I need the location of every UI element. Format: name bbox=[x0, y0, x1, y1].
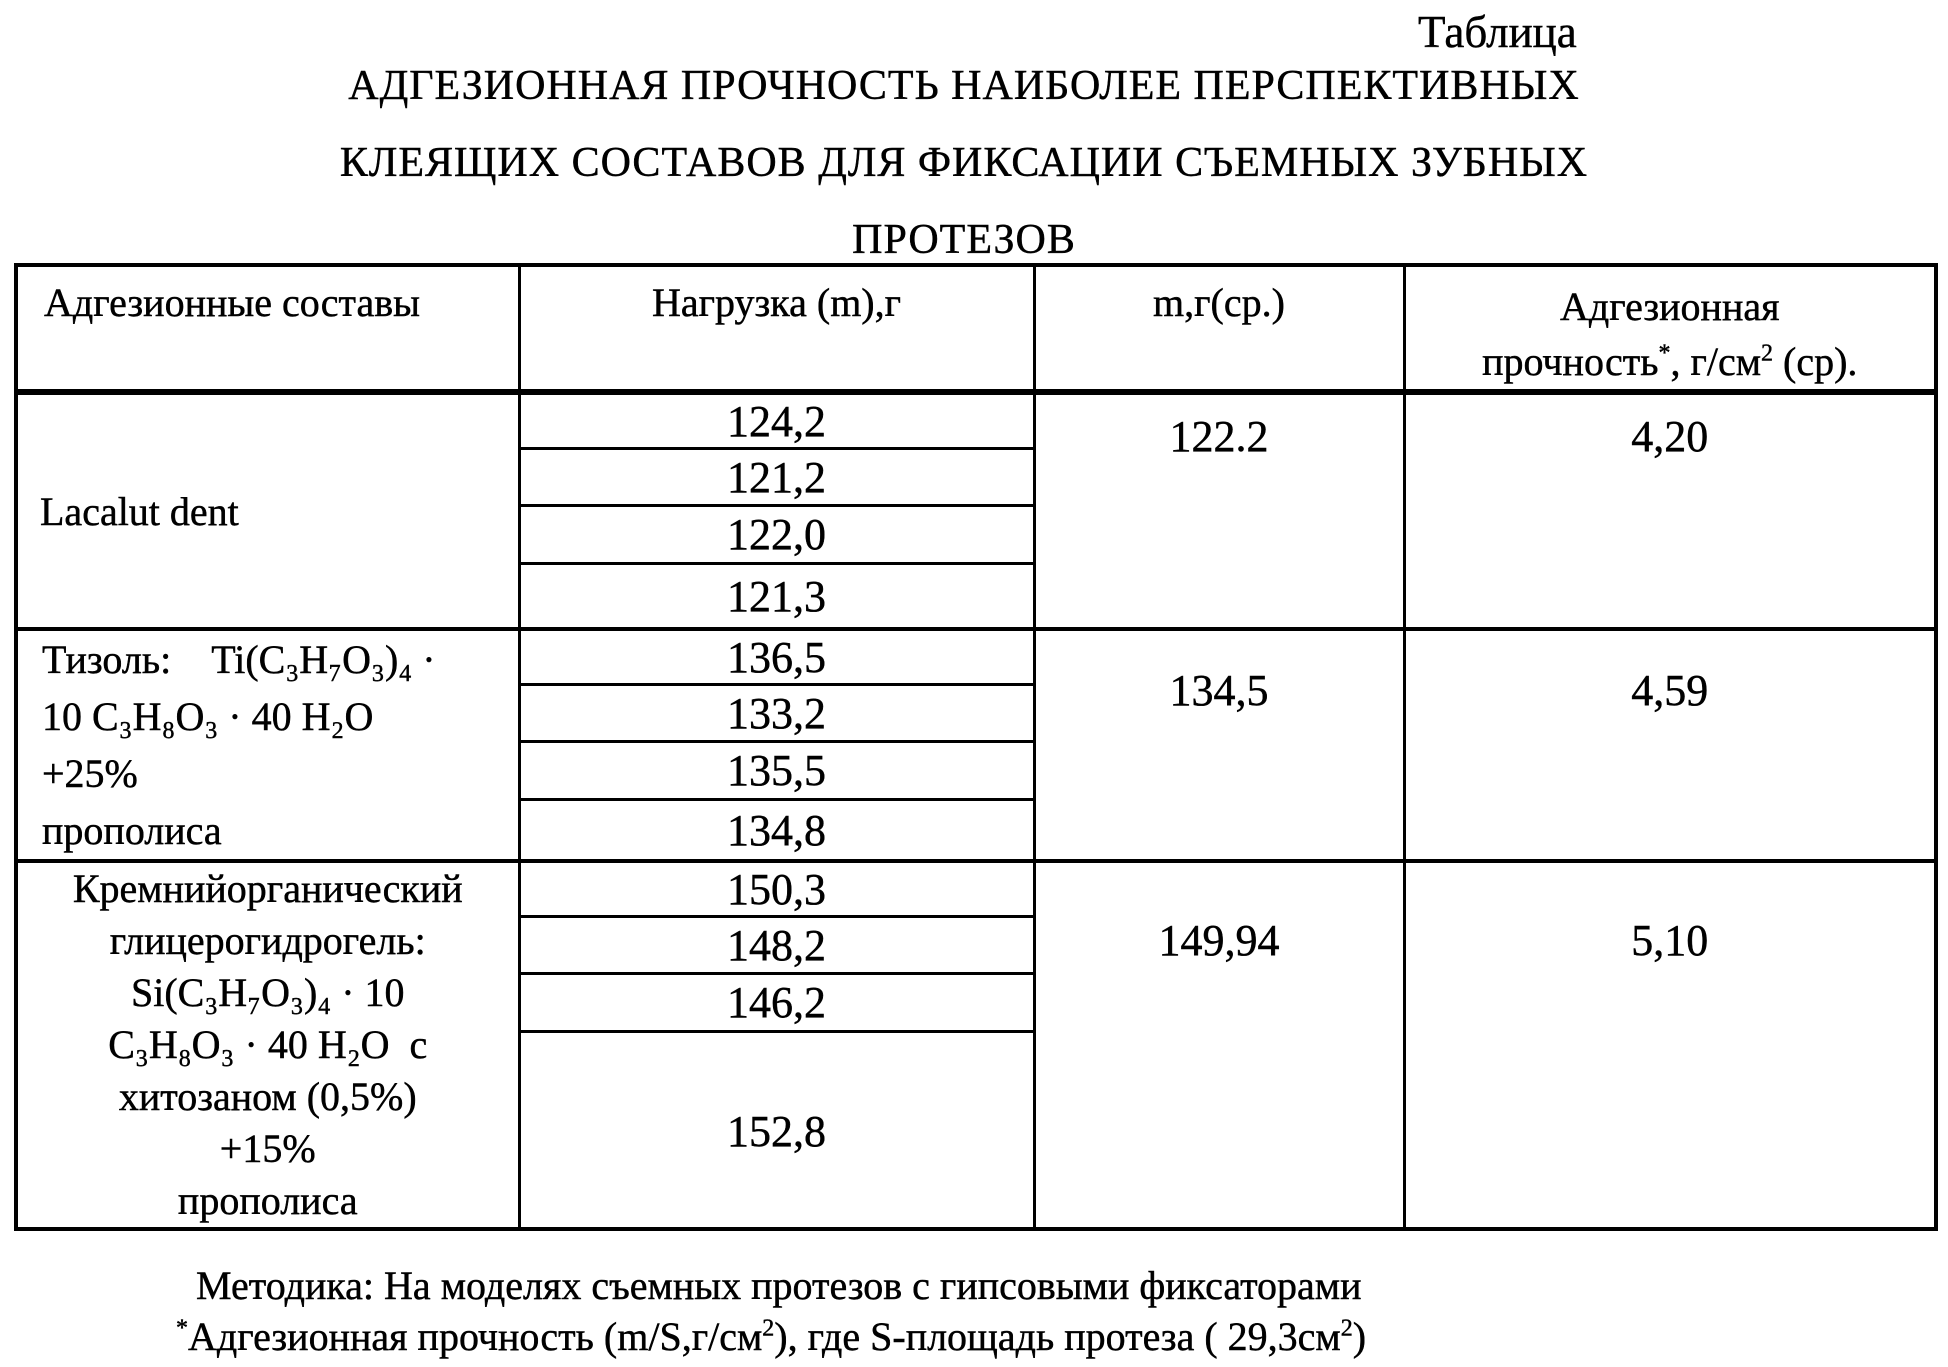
load-value: 150,3 bbox=[519, 861, 1034, 917]
footnote-close-paren: ) bbox=[1352, 1314, 1367, 1359]
load-value: 146,2 bbox=[519, 974, 1034, 1032]
header-mean: m,г(ср.) bbox=[1034, 265, 1404, 392]
footnote-asterisk-marker: * bbox=[1658, 340, 1671, 367]
composition-cell-silicone-gel: Кремнийорганический глицерогидрогель: Si(C₃H₇O₃)₄ · 10 C₃H₈O₃ · 40 H₂O с хитозаном (0,5%) +15% прополиса bbox=[16, 861, 519, 1229]
strength-value: 4,59 bbox=[1404, 629, 1936, 861]
header-compositions: Адгезионные составы bbox=[16, 265, 519, 392]
table-label: Таблица bbox=[1418, 7, 1577, 57]
squared-superscript: 2 bbox=[1761, 340, 1774, 367]
header-strength-avg: (ср). bbox=[1773, 339, 1858, 384]
header-strength-text: прочность bbox=[1482, 339, 1659, 384]
strength-value: 4,20 bbox=[1404, 392, 1936, 629]
title-line-3: ПРОТЕЗОВ bbox=[852, 217, 1076, 263]
adhesion-strength-table bbox=[14, 263, 1938, 1231]
load-value: 121,3 bbox=[519, 564, 1034, 630]
page-title bbox=[10, 48, 1918, 279]
table-row bbox=[16, 861, 1936, 917]
composition-cell-lacalut: Lacalut dent bbox=[16, 392, 519, 629]
load-value: 133,2 bbox=[519, 685, 1034, 742]
load-value: 124,2 bbox=[519, 392, 1034, 449]
composition-cell-tizol: Тизоль: Ti(C₃H₇O₃)₄ · 10 C₃H₈O₃ · 40 H₂O +25% прополиса bbox=[16, 629, 519, 861]
title-line-2: КЛЕЯЩИХ СОСТАВОВ ДЛЯ ФИКСАЦИИ СЪЕМНЫХ ЗУБНЫХ bbox=[339, 140, 1589, 186]
footnote-formula-text: Адгезионная прочность (m/S,г/см bbox=[188, 1314, 763, 1359]
header-row bbox=[16, 265, 1936, 392]
header-strength-line1: Адгезионная bbox=[1559, 284, 1780, 329]
mean-value: 134,5 bbox=[1034, 629, 1404, 861]
footnote-asterisk: * bbox=[176, 1315, 188, 1342]
mean-value: 122.2 bbox=[1034, 392, 1404, 629]
load-value: 134,8 bbox=[519, 800, 1034, 862]
title-line-1: АДГЕЗИОННАЯ ПРОЧНОСТЬ НАИБОЛЕЕ ПЕРСПЕКТИВНЫХ bbox=[348, 63, 1580, 109]
footnote-method-line: Методика: На моделях съемных протезов с гипсовыми фиксаторами bbox=[196, 1263, 1362, 1308]
table-row bbox=[16, 392, 1936, 449]
load-value: 148,2 bbox=[519, 917, 1034, 974]
header-strength-units: , г/см bbox=[1670, 339, 1762, 384]
table-row bbox=[16, 629, 1936, 685]
load-value: 122,0 bbox=[519, 506, 1034, 564]
header-load: Нагрузка (m),г bbox=[519, 265, 1034, 392]
squared-superscript: 2 bbox=[762, 1315, 775, 1342]
squared-superscript: 2 bbox=[1340, 1315, 1353, 1342]
footnote-area-text: ), где S-площадь протеза ( 29,3см bbox=[774, 1314, 1341, 1359]
header-strength-line2 bbox=[1406, 334, 1935, 389]
load-value: 152,8 bbox=[519, 1032, 1034, 1230]
header-strength bbox=[1404, 265, 1936, 392]
footnote-formula-line bbox=[176, 1311, 1366, 1362]
mean-value: 149,94 bbox=[1034, 861, 1404, 1229]
load-value: 136,5 bbox=[519, 629, 1034, 685]
footnote bbox=[176, 1260, 1366, 1362]
load-value: 121,2 bbox=[519, 449, 1034, 506]
load-value: 135,5 bbox=[519, 742, 1034, 800]
strength-value: 5,10 bbox=[1404, 861, 1936, 1229]
